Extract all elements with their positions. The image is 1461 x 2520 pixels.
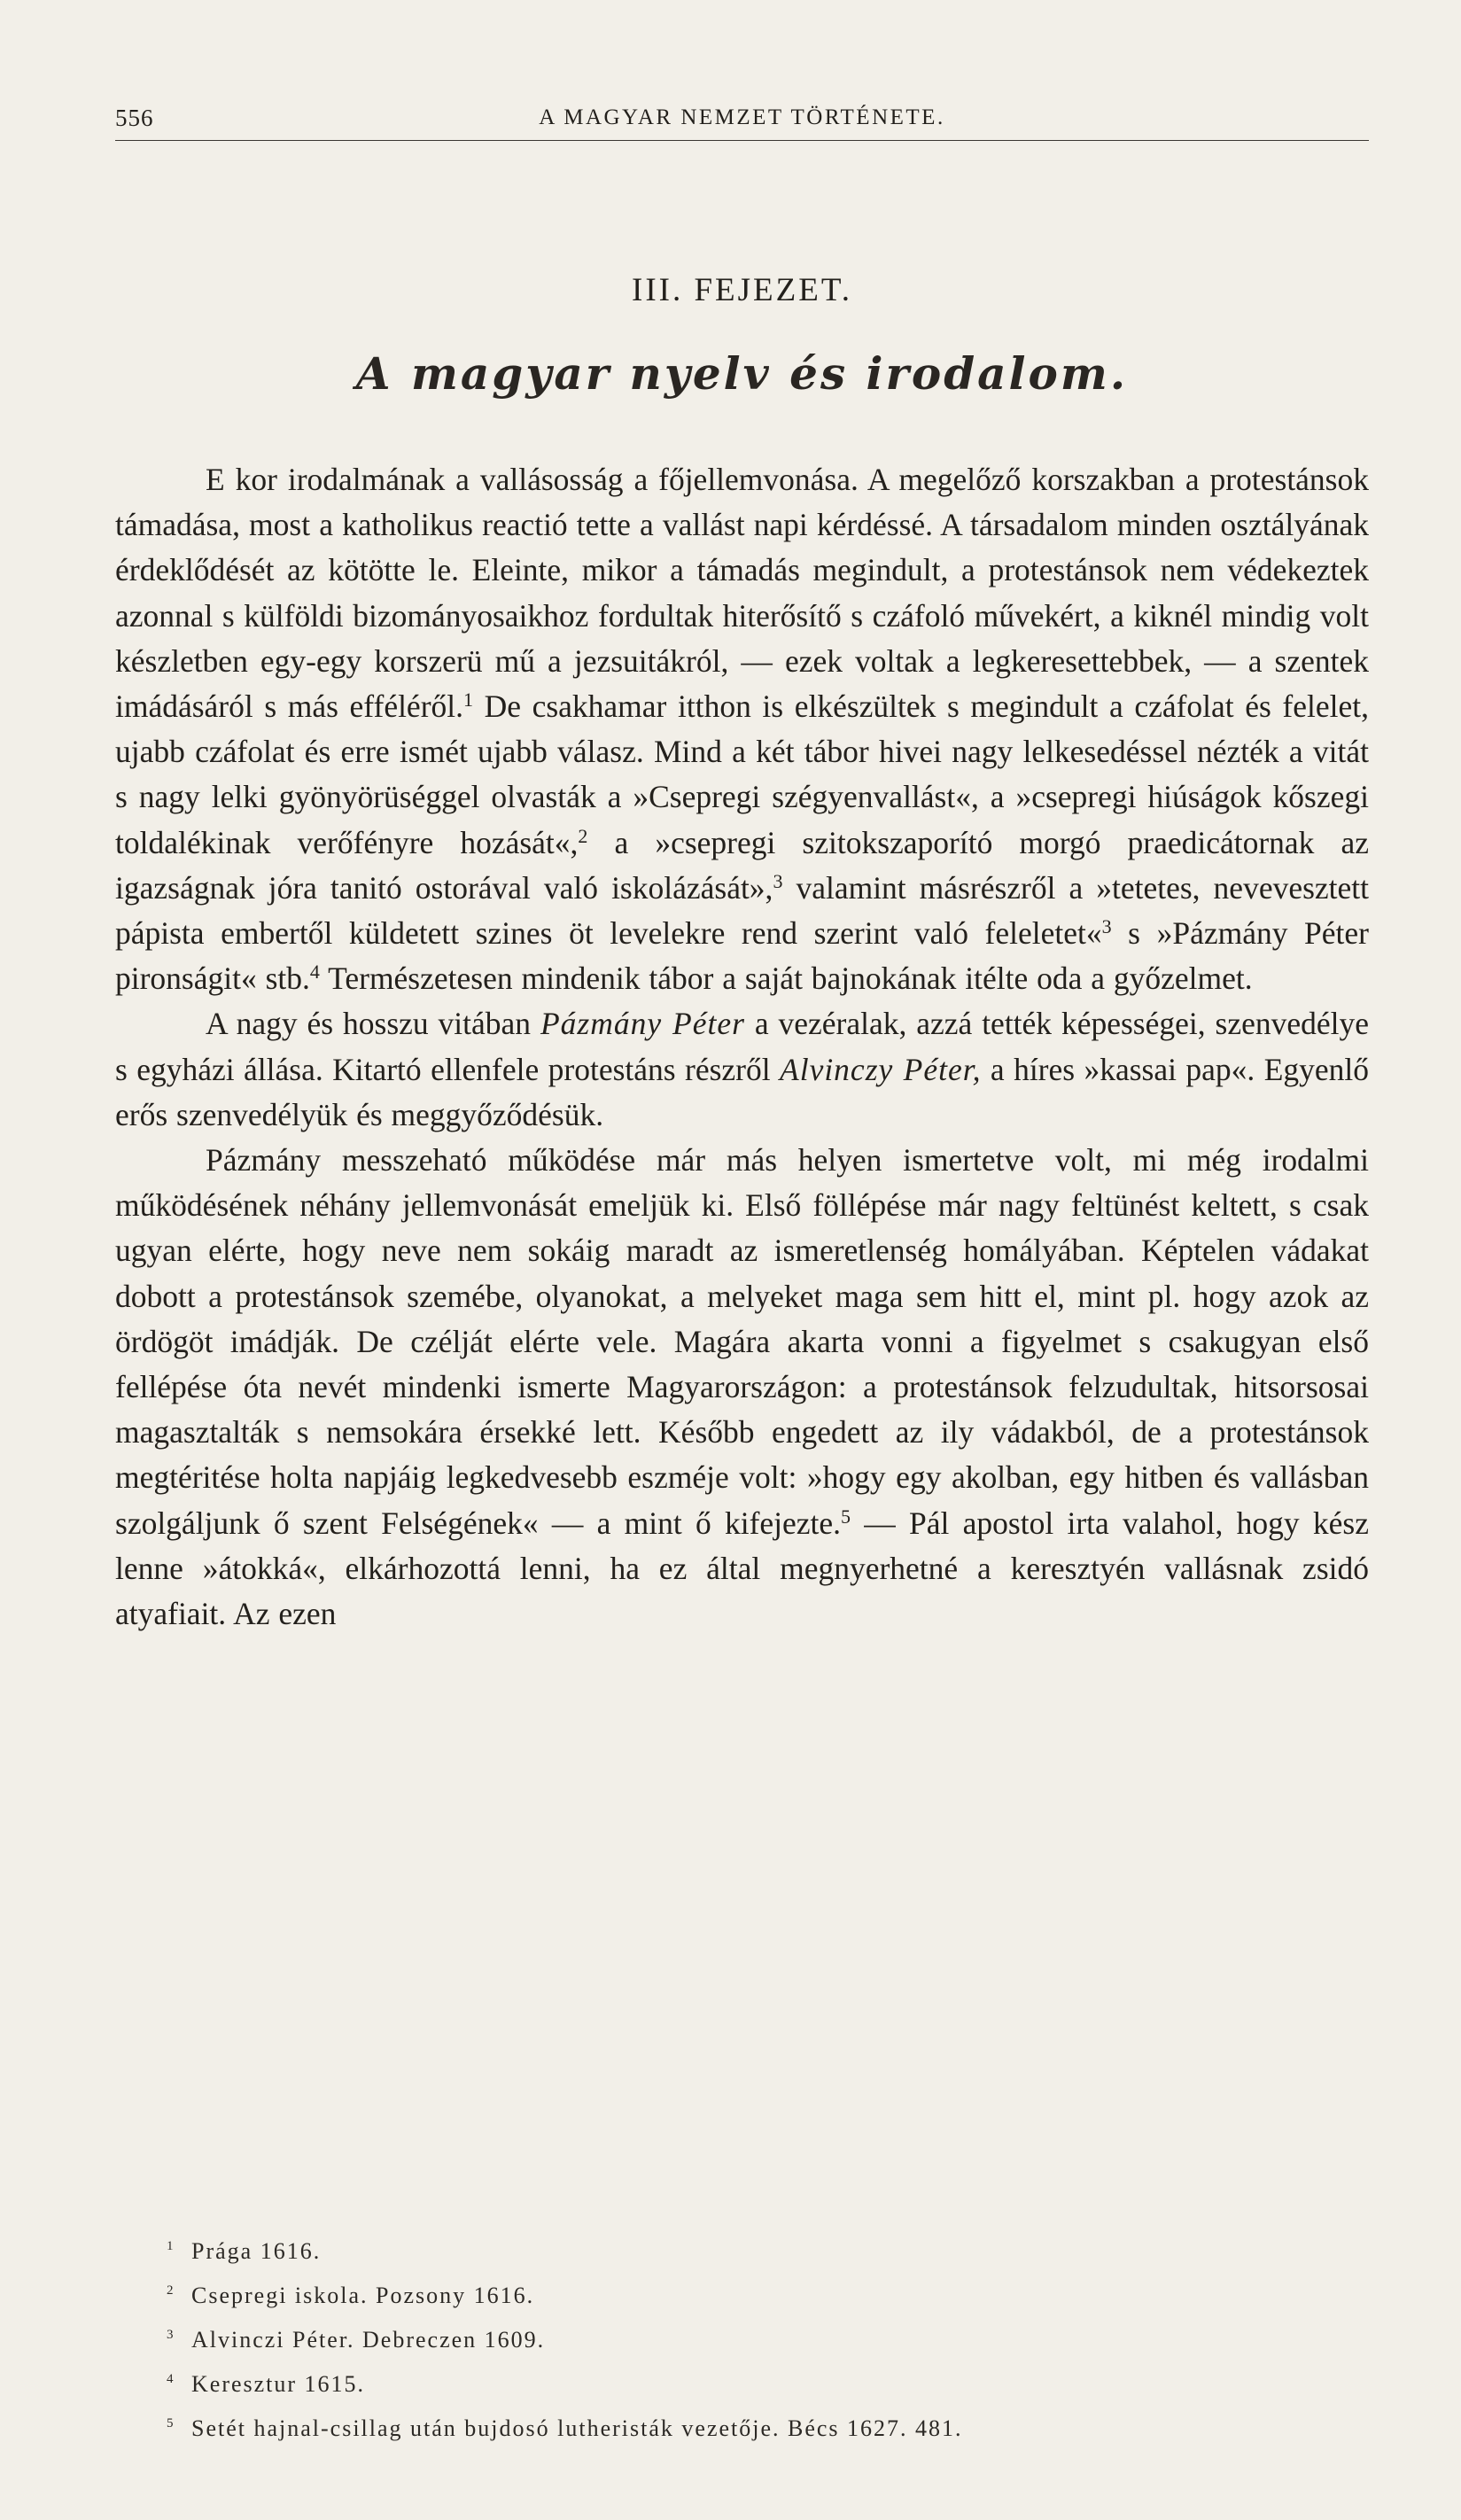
paragraph <box>115 1001 1369 1138</box>
text-run: — Pál apostol irta valahol, hogy kész lenne »átokká«, elkárhozottá lenni, ha ez által megnyerhetné a keresztyén vallásnak zsidó atyafiait. Az ezen <box>115 1505 1369 1632</box>
text-run: a vezéralak, azzá tették képességei, szenvedélye s egyházi állása. Kitartó ellenfele protestáns részről <box>115 1006 1369 1087</box>
footnote <box>167 2315 1318 2360</box>
chapter-title: A magyar nyelv és irodalom. <box>355 347 1129 400</box>
chapter-number: III. FEJEZET. <box>632 272 852 308</box>
footnote-mark: 5 <box>167 2416 175 2431</box>
running-head <box>115 101 1369 141</box>
text-run: s »Pázmány Péter pironságit« stb. <box>115 915 1370 997</box>
text-run: E kor irodalmának a vallásosság a főjellemvonása. A megelőző korszakban a protestánsok támadása, most a katholikus reactió tette a vallást napi kérdéssé. A társadalom minden osztályának érdeklődését az kötötte le. Eleinte, mikor a támadás megindult, a protestánsok nem védekeztek azonnal s külföldi bizományosaikhoz fordultak hiterősítő s czáfoló művekért, a kiknél mindig volt készletben egy-egy korszerü mű a jezsuitákról, — ezek voltak a legkeresettebbek, — a szentek imádásáról s más efféléről. <box>115 462 1369 725</box>
footnote <box>167 2360 1318 2404</box>
footnote <box>167 2227 1318 2271</box>
footnote-text: Prága 1616. <box>191 2238 322 2264</box>
text-run: Természetesen mindenik tábor a saját bajnokának itélte oda a győzelmet. <box>319 961 1253 997</box>
person-name: Alvinczy Péter, <box>780 1051 982 1087</box>
footnote-ref: 4 <box>309 961 320 984</box>
footnote <box>167 2404 1318 2448</box>
footnotes <box>167 2227 1318 2448</box>
text-run: a híres »kassai pap«. Egyenlő erős szenvedélyük és meggyőződésük. <box>115 1051 1369 1132</box>
footnote-mark: 4 <box>167 2372 175 2386</box>
person-name: Pázmány Péter <box>540 1006 745 1042</box>
footnote-ref: 2 <box>578 824 588 847</box>
running-title: A MAGYAR NEMZET TÖRTÉNETE. <box>539 105 945 129</box>
footnote-ref: 3 <box>773 869 783 892</box>
text-run: A nagy és hosszu vitában <box>206 1006 540 1042</box>
footnote-ref: 1 <box>463 688 473 712</box>
footnote-text: Csepregi iskola. Pozsony 1616. <box>191 2283 535 2308</box>
paragraph <box>115 457 1369 1001</box>
footnote-mark: 2 <box>167 2283 175 2298</box>
text-run: De csakhamar itthon is elkészültek s megindult a czáfolat és felelet, ujabb czáfolat és erre ismét ujabb válasz. Mind a két tábor hivei nagy lelkesedéssel nézték a vitát s nagy lelki gyönyörüséggel olvasták a »Csepregi szégyenvallást«, a »csepregi hiúságok kőszegi toldalékinak verőfényre hozását«, <box>115 688 1369 860</box>
footnote-ref: 3 <box>1101 915 1112 938</box>
body-text <box>115 457 1369 1637</box>
footnote-ref: 5 <box>841 1505 851 1528</box>
footnote-mark: 3 <box>167 2328 175 2342</box>
page-number: 556 <box>115 105 154 131</box>
footnote-text: Keresztur 1615. <box>191 2371 366 2397</box>
text-run: Pázmány messzeható működése már más helyen ismertetve volt, mi még irodalmi működésének néhány jellemvonását emeljük ki. Első föllépése már nagy feltünést keltett, s csak ugyan elérte, hogy neve nem sokáig maradt az ismeretlenség homályában. Képtelen vádakat dobott a protestánsok szemébe, olyanokat, a melyeket maga sem hitt el, mint pl. hogy azok az ördögöt imádják. De czélját elérte vele. Magára akarta vonni a figyelmet s csakugyan első fellépése óta nevét mindenki ismerte Magyarországon: a protestánsok felzudultak, hitsorsosai magasztalták s nemsokára érsekké lett. Később engedett az ily vádakból, de a protestánsok megtéritése holta napjáig legkedvesebb eszméje volt: »hogy egy akolban, egy hitben és vallásban szolgáljunk ő szent Felségének« — a mint ő kifejezte. <box>115 1142 1369 1541</box>
footnote-text: Alvinczi Péter. Debreczen 1609. <box>191 2327 546 2353</box>
footnote-text: Setét hajnal-csillag után bujdosó lutheristák vezetője. Bécs 1627. 481. <box>191 2415 963 2441</box>
footnote-mark: 1 <box>167 2239 175 2253</box>
text-run: valamint másrészről a »tetetes, nevevesztett pápista embertől küldetett szines öt levelekre rend szerint való feleletet« <box>115 869 1369 952</box>
footnote <box>167 2271 1318 2315</box>
text-run: a »csepregi szitokszaporító morgó praedicátornak az igazságnak jóra tanitó ostorával való iskolázását», <box>115 824 1369 906</box>
paragraph <box>115 1138 1369 1637</box>
